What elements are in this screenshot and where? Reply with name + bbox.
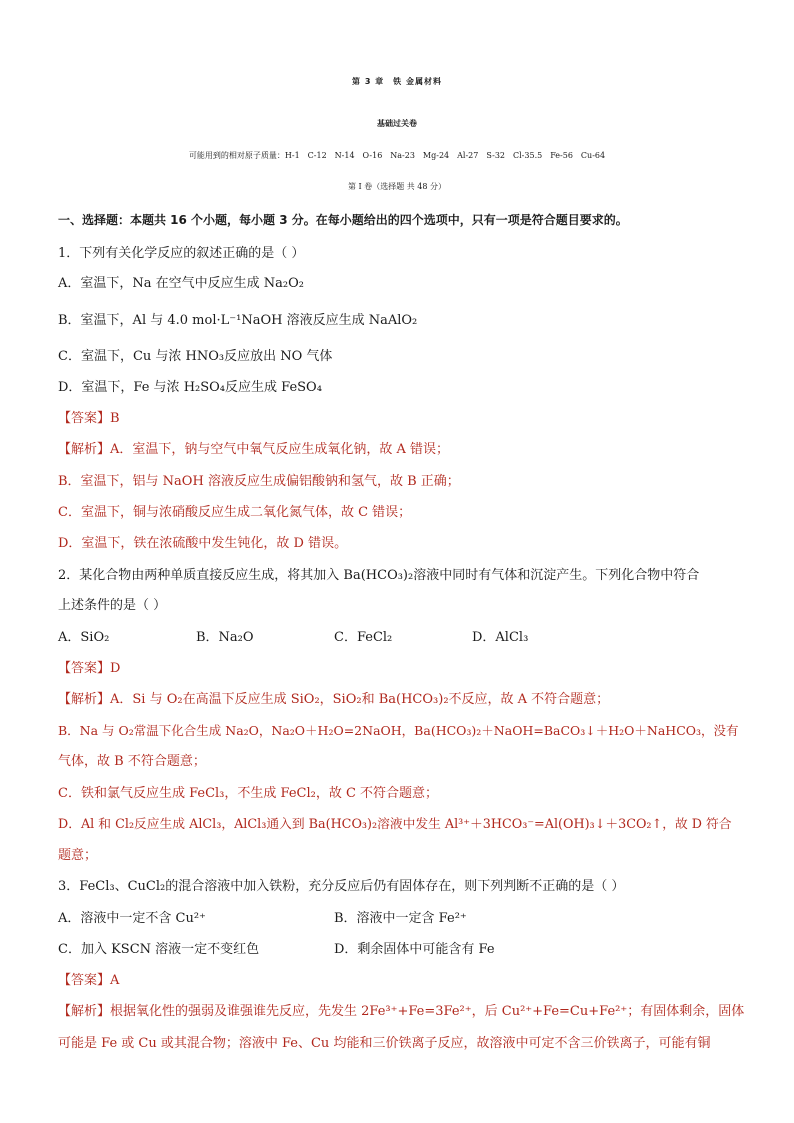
q2-option-b: B．Na₂O bbox=[196, 630, 254, 645]
chapter-title: 第 3 章 铁 金属材料 bbox=[352, 77, 442, 86]
q3-option-c: C．加入 KSCN 溶液一定不变红色 bbox=[58, 942, 260, 957]
q3-option-a: A．溶液中一定不含 Cu²⁺ bbox=[58, 911, 206, 926]
q2-stem-cont: 上述条件的是（ ） bbox=[58, 598, 167, 613]
q1-option-a: A．室温下，Na 在空气中反应生成 Na₂O₂ bbox=[58, 276, 304, 291]
q3-stem: 3．FeCl₃、CuCl₂的混合溶液中加入铁粉，充分反应后仍有固体存在，则下列判断不正确的是（ ） bbox=[58, 879, 625, 894]
q3-answer: 【答案】A bbox=[58, 973, 120, 988]
q2-analysis-line: 题意； bbox=[58, 848, 98, 863]
q2-option-c: C．FeCl₂ bbox=[334, 630, 393, 645]
paper-subtitle: 基础过关卷 bbox=[377, 119, 417, 128]
q1-analysis-line: 【解析】A．室温下，钠与空气中氧气反应生成氧化钠，故 A 错误； bbox=[58, 442, 450, 457]
q1-option-c: C．室温下，Cu 与浓 HNO₃反应放出 NO 气体 bbox=[58, 349, 333, 364]
section-title: 第 I 卷（选择题 共 48 分） bbox=[347, 182, 447, 191]
q2-analysis-line: C．铁和氯气反应生成 FeCl₃，不生成 FeCl₂，故 C 不符合题意； bbox=[58, 786, 439, 801]
q3-analysis-line: 【解析】根据氧化性的强弱及谁强谁先反应，先发生 2Fe³⁺+Fe=3Fe²⁺，后 Cu²⁺+Fe=Cu+Fe²⁺；有固体剩余，固体 bbox=[58, 1004, 745, 1019]
q1-analysis-line: B．室温下，铝与 NaOH 溶液反应生成偏铝酸钠和氢气，故 B 正确； bbox=[58, 474, 460, 489]
q1-stem: 1．下列有关化学反应的叙述正确的是（ ） bbox=[58, 246, 305, 261]
q3-option-d: D．剩余固体中可能含有 Fe bbox=[334, 942, 495, 957]
q2-analysis-line: 【解析】A．Si 与 O₂在高温下反应生成 SiO₂，SiO₂和 Ba(HCO₃)₂不反应，故 A 不符合题意； bbox=[58, 692, 610, 707]
q1-answer: 【答案】B bbox=[58, 411, 120, 426]
q2-option-d: D．AlCl₃ bbox=[472, 630, 529, 645]
atomic-masses: 可能用到的相对原子质量：H-1 C-12 N-14 O-16 Na-23 Mg-24 Al-27 S-32 Cl-35.5 Fe-56 Cu-64 bbox=[188, 151, 606, 160]
q3-option-b: B．溶液中一定含 Fe²⁺ bbox=[334, 911, 467, 926]
q1-option-d: D．室温下，Fe 与浓 H₂SO₄反应生成 FeSO₄ bbox=[58, 380, 322, 395]
q1-analysis-line: C．室温下，铜与浓硝酸反应生成二氧化氮气体，故 C 错误； bbox=[58, 505, 412, 520]
q3-analysis-line: 可能是 Fe 或 Cu 或其混合物；溶液中 Fe、Cu 均能和三价铁离子反应，故溶液中可定不含三价铁离子，可能有铜 bbox=[58, 1036, 711, 1051]
q2-analysis-line: D．Al 和 Cl₂反应生成 AlCl₃，AlCl₃通入到 Ba(HCO₃)₂溶液中发生 Al³⁺＋3HCO₃⁻=Al(OH)₃↓＋3CO₂↑，故 D 符合 bbox=[58, 817, 732, 832]
section-instruction: 一、选择题：本题共 16 个小题，每小题 3 分。在每小题给出的四个选项中，只有一项是符合题目要求的。 bbox=[58, 213, 628, 227]
q2-option-a: A．SiO₂ bbox=[58, 630, 110, 645]
q1-analysis-line: D．室温下，铁在浓硫酸中发生钝化，故 D 错误。 bbox=[58, 536, 348, 551]
q2-stem: 2．某化合物由两种单质直接反应生成，将其加入 Ba(HCO₃)₂溶液中同时有气体和沉淀产生。下列化合物中符合 bbox=[58, 568, 700, 583]
q1-option-b: B．室温下，Al 与 4.0 mol·L⁻¹NaOH 溶液反应生成 NaAlO₂ bbox=[58, 313, 418, 328]
q2-answer: 【答案】D bbox=[58, 661, 121, 676]
q2-analysis-line: B．Na 与 O₂常温下化合生成 Na₂O，Na₂O＋H₂O=2NaOH，Ba(HCO₃)₂＋NaOH=BaCO₃↓＋H₂O＋NaHCO₃，没有 bbox=[58, 723, 739, 738]
q2-analysis-line: 气体，故 B 不符合题意； bbox=[58, 754, 206, 769]
